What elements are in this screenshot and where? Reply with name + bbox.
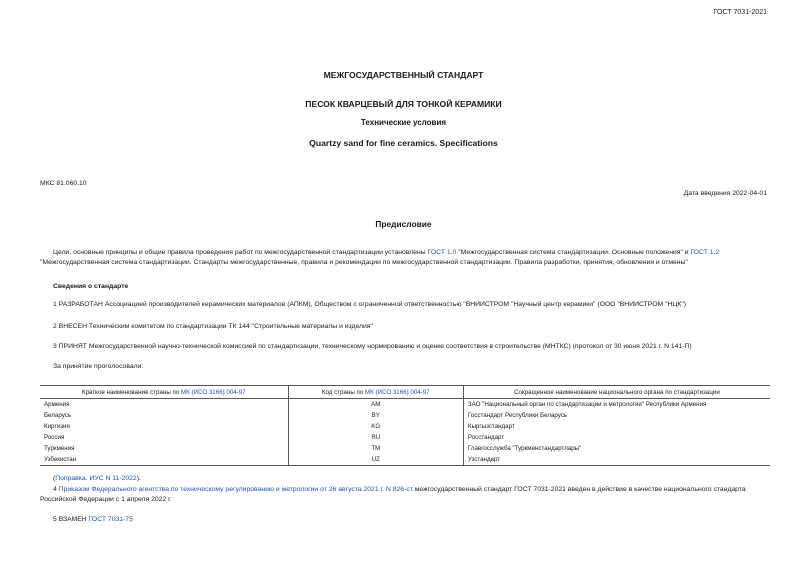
item-submitted: 2 ВНЕСЕН Техническим комитетом по стандартизации ТК 144 "Строительные материалы и изделия" (53, 323, 373, 330)
foreword-text: Цели, основные принципы и общие правила проведения работ по межгосударственной стандартизации установлены (53, 249, 428, 256)
foreword-text: "Межгосударственная система стандартизации. Стандарты межгосударственные, правила и рекомендации по межгосударственной стандартизации. Правила разработки, принятия, обновления и отмены" (40, 259, 688, 266)
document-title: ПЕСОК КВАРЦЕВЫЙ ДЛЯ ТОНКОЙ КЕРАМИКИ (305, 99, 502, 109)
table-row (40, 399, 770, 411)
document-subtitle: Технические условия (360, 118, 447, 127)
mk-iso-link[interactable]: МК (ИСО 3166) 004-97 (365, 388, 430, 396)
country-cell: Армения (44, 401, 70, 408)
code-cell: KG (288, 421, 463, 432)
table-header-row (40, 386, 770, 399)
body-cell: Кыргызстандарт (463, 421, 770, 432)
body-cell: Росстандарт (463, 432, 770, 443)
code-cell: BY (288, 410, 463, 421)
gost-1-0-link[interactable]: ГОСТ 1.0 (427, 249, 457, 256)
introduction-date: Дата введения 2022-04-01 (683, 190, 767, 197)
foreword-title: Предисловие (375, 219, 432, 229)
code-cell: TM (288, 443, 463, 454)
amendment-link[interactable]: Поправка. ИУС N 11-2022 (55, 475, 137, 482)
country-cell: Узбекистан (40, 454, 288, 466)
item-developed: 1 РАЗРАБОТАН Ассоциацией производителей керамических материалов (АПКМ), Обществом с ограниченной ответственностью "ВНИИСТРОМ "Научный центр керамики" (ООО "ВНИИСТРОМ "НЦК") (53, 301, 687, 308)
country-cell: Россия (44, 434, 65, 441)
table-row (40, 421, 770, 432)
standard-heading: МЕЖГОСУДАРСТВЕННЫЙ СТАНДАРТ (323, 70, 484, 80)
voting-countries-table (40, 385, 770, 466)
table-row (40, 410, 770, 421)
document-code: ГОСТ 7031-2021 (713, 9, 767, 16)
code-cell: RU (288, 432, 463, 443)
code-cell: UZ (288, 454, 463, 466)
code-cell: AM (288, 399, 463, 411)
amendment-note: (Поправка. ИУС N 11-2022). (53, 475, 141, 482)
gost-1-2-link[interactable]: ГОСТ 1.2 (690, 249, 720, 256)
order-link[interactable]: Приказом Федерального агентства по техническому регулированию и метрологии от 26 августа 2021 г. N 826-ст (58, 486, 413, 493)
document-title-english: Quartzy sand for fine ceramics. Specifications (309, 138, 498, 148)
standard-info-heading: Сведения о стандарте (53, 283, 129, 290)
mks-code: МКС 81.060.10 (40, 180, 87, 187)
body-cell: ЗАО "Национальный орган по стандартизации и метрологии" Республики Армения (463, 399, 770, 411)
body-cell: Главгосслужба "Туркменстандартлары" (463, 443, 770, 454)
column-header-body: Сокращенное наименование национального органа по стандартизации (463, 386, 770, 399)
item-adopted: 3 ПРИНЯТ Межгосударственной научно-технической комиссией по стандартизации, техническому нормированию и оценке соответствия в строительстве (МНТКС) (протокол от 30 июня 2021 г. N 141-П) (53, 343, 692, 350)
foreword-paragraph (40, 248, 770, 268)
mk-iso-link[interactable]: МК (ИСО 3166) 004-97 (181, 388, 246, 396)
body-cell: Госстандарт Республики Беларусь (463, 410, 770, 421)
column-header-country: Краткое наименование страны по МК (ИСО 3166) 004-97 (40, 386, 288, 399)
country-cell: Киргизия (44, 423, 70, 430)
body-cell: Узстандарт (463, 454, 770, 466)
voted-label: За принятие проголосовали: (53, 363, 144, 370)
table-row (40, 443, 770, 454)
country-cell: Туркмения (44, 445, 75, 452)
item-enacted: 4 Приказом Федерального агентства по техническому регулированию и метрологии от 26 августа 2021 г. N 826-ст межгосударственный стандарт ГОСТ 7031-2021 введен в действие в качестве национального стандарта Российской Федерации с 1 апреля 2022 г. (40, 486, 746, 503)
foreword-text: "Межгосударственная система стандартизации. Основные положения" и (456, 249, 691, 256)
gost-7031-75-link[interactable]: ГОСТ 7031-75 (88, 516, 133, 523)
column-header-code: Код страны по МК (ИСО 3166) 004-97 (288, 386, 463, 399)
country-cell: Беларусь (44, 412, 72, 419)
table-row (40, 432, 770, 443)
table-row (40, 454, 770, 466)
item-replaces: 5 ВЗАМЕН ГОСТ 7031-75 (53, 516, 133, 523)
